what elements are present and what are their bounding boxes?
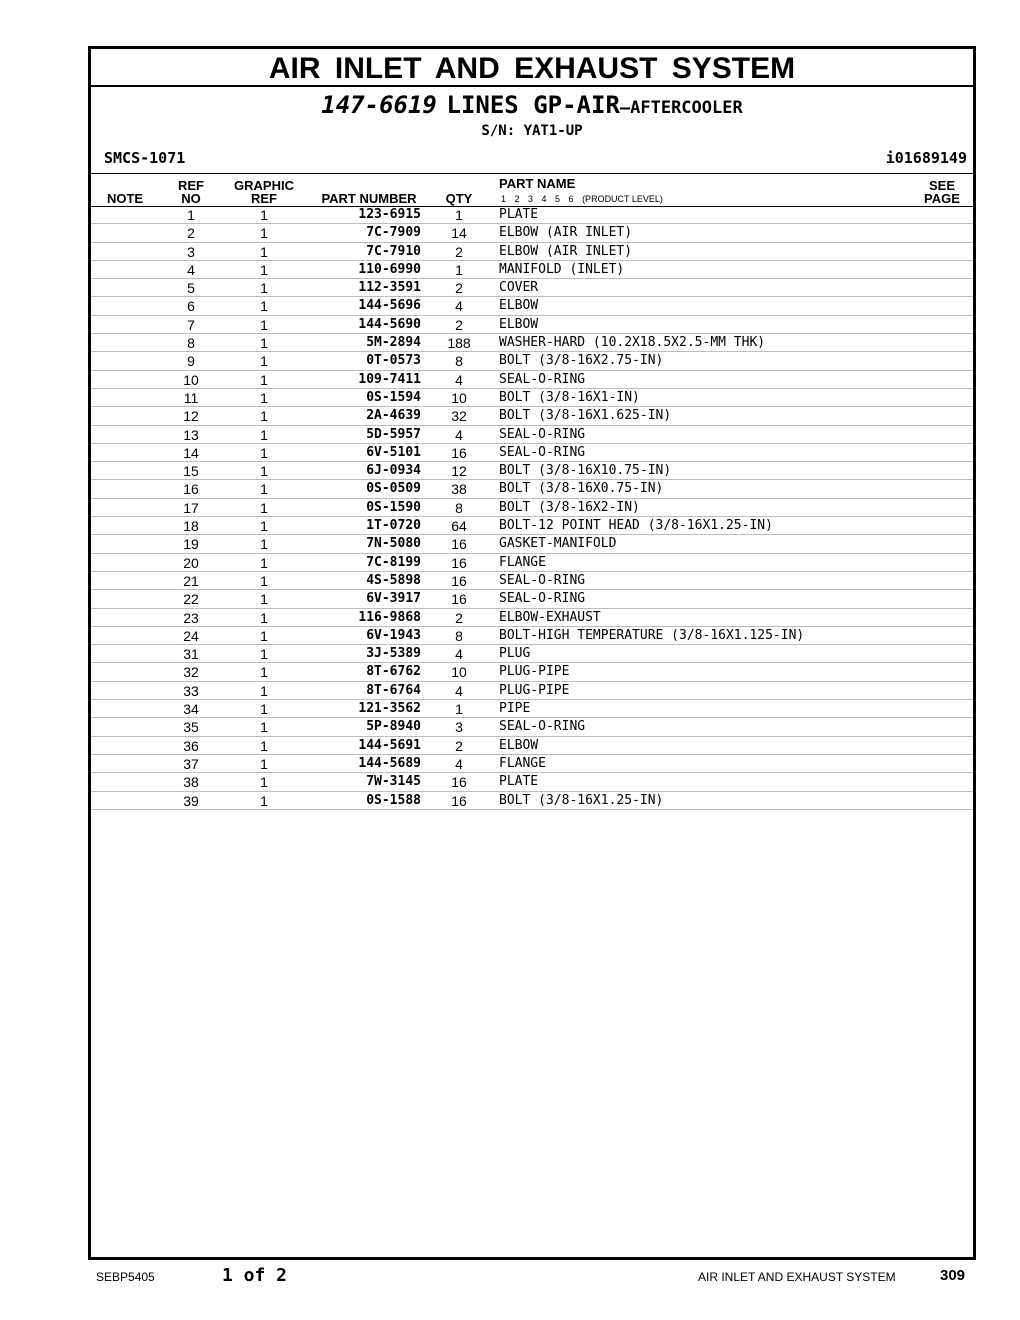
footer-page-number: 309 — [940, 1267, 966, 1284]
ref-no-cell: 15 — [183, 463, 199, 480]
graphic-ref-cell: 1 — [260, 499, 268, 516]
part-number-cell: 123-6915 — [358, 207, 421, 222]
part-name-cell: ELBOW (AIR INLET) — [499, 243, 633, 259]
ref-no-cell: 16 — [183, 481, 199, 498]
ref-no-cell: 17 — [183, 499, 199, 516]
ref-no-cell: 7 — [187, 316, 195, 333]
ref-no-cell: 24 — [183, 627, 199, 644]
qty-cell: 8 — [455, 353, 463, 370]
group-number: 147-6619 — [321, 91, 437, 119]
part-name-cell: FLANGE — [499, 755, 546, 771]
graphic-ref-cell: 1 — [260, 444, 268, 461]
qty-cell: 2 — [455, 316, 463, 333]
table-row — [91, 480, 973, 498]
table-row — [91, 334, 973, 352]
graphic-ref-cell: 1 — [260, 518, 268, 535]
footer-page-of: 1 of 2 — [222, 1265, 288, 1286]
table-row — [91, 499, 973, 517]
product-level-header — [501, 194, 663, 204]
part-name-cell: MANIFOLD (INLET) — [499, 261, 625, 277]
column-header-ref-no-line1: REF — [178, 178, 204, 193]
qty-cell: 38 — [451, 481, 467, 498]
part-number-cell: 6V-5101 — [366, 444, 421, 460]
part-name-cell: WASHER-HARD (10.2X18.5X2.5-MM THK) — [499, 335, 766, 351]
footer-section-title: AIR INLET AND EXHAUST SYSTEM — [698, 1270, 896, 1284]
ref-no-cell: 14 — [183, 444, 199, 461]
table-row — [91, 444, 973, 462]
qty-cell: 2 — [455, 609, 463, 626]
table-row — [91, 352, 973, 370]
column-header-graphic-line2: REF — [251, 191, 277, 206]
part-number-cell: 144-5690 — [358, 316, 421, 332]
table-row — [91, 645, 973, 663]
part-name-cell: GASKET-MANIFOLD — [499, 536, 617, 552]
part-number-cell: 7C-8199 — [366, 554, 421, 570]
column-header-see-line2: PAGE — [924, 191, 960, 206]
smcs-code: SMCS-1071 — [104, 149, 186, 167]
qty-cell: 1 — [455, 701, 463, 718]
table-row — [91, 407, 973, 425]
qty-cell: 4 — [455, 298, 463, 315]
ref-no-cell: 11 — [183, 389, 199, 406]
ref-no-cell: 31 — [183, 646, 199, 663]
part-name-cell: PLUG — [499, 646, 531, 662]
ref-no-cell: 4 — [187, 261, 195, 278]
table-row — [91, 426, 973, 444]
qty-cell: 2 — [455, 280, 463, 297]
graphic-ref-cell: 1 — [260, 316, 268, 333]
ref-no-cell: 21 — [183, 572, 199, 589]
qty-cell: 64 — [451, 518, 467, 535]
column-header-part-number: PART NUMBER — [321, 191, 417, 206]
qty-cell: 16 — [451, 792, 467, 809]
illustration-id: i01689149 — [885, 149, 967, 167]
qty-cell: 16 — [451, 572, 467, 589]
part-number-cell: 7N-5080 — [366, 536, 421, 552]
ref-no-cell: 39 — [183, 792, 199, 809]
ref-no-cell: 35 — [183, 719, 199, 736]
graphic-ref-cell: 1 — [260, 536, 268, 553]
qty-cell: 12 — [451, 463, 467, 480]
table-row — [91, 389, 973, 407]
part-name-cell: BOLT (3/8-16X0.75-IN) — [499, 481, 664, 497]
part-name-cell: SEAL-O-RING — [499, 719, 586, 735]
part-number-cell: 144-5696 — [358, 298, 421, 314]
qty-cell: 2 — [455, 243, 463, 260]
qty-cell: 16 — [451, 591, 467, 608]
part-number-cell: 1T-0720 — [366, 518, 421, 534]
table-row — [91, 297, 973, 315]
table-row — [91, 243, 973, 261]
graphic-ref-cell: 1 — [260, 737, 268, 754]
part-number-cell: 6V-1943 — [366, 627, 421, 643]
part-name-cell: ELBOW — [499, 316, 539, 332]
table-row — [91, 609, 973, 627]
graphic-ref-cell: 1 — [260, 408, 268, 425]
qty-cell: 16 — [451, 554, 467, 571]
graphic-ref-cell: 1 — [260, 481, 268, 498]
qty-cell: 8 — [455, 627, 463, 644]
part-name-cell: ELBOW-EXHAUST — [499, 609, 601, 625]
table-row — [91, 554, 973, 572]
ref-no-cell: 8 — [187, 335, 195, 352]
part-name-cell: BOLT (3/8-16X2.75-IN) — [499, 353, 664, 369]
qty-cell: 10 — [451, 664, 467, 681]
part-name-cell: SEAL-O-RING — [499, 426, 586, 442]
part-name-cell: ELBOW — [499, 298, 539, 314]
page-frame — [88, 46, 976, 1260]
part-number-cell: 144-5689 — [358, 755, 421, 771]
part-name-cell: BOLT-12 POINT HEAD (3/8-16X1.25-IN) — [499, 518, 773, 534]
ref-no-cell: 5 — [187, 280, 195, 297]
part-name-cell: SEAL-O-RING — [499, 572, 586, 588]
footer-doc-id: SEBP5405 — [96, 1270, 155, 1284]
ref-no-cell: 20 — [183, 554, 199, 571]
column-header-see-line1: SEE — [928, 178, 955, 193]
qty-cell: 16 — [451, 536, 467, 553]
part-number-cell: 144-5691 — [358, 737, 421, 753]
part-name-cell: BOLT (3/8-16X10.75-IN) — [499, 463, 672, 479]
part-number-cell: 7W-3145 — [366, 774, 421, 790]
graphic-ref-cell: 1 — [260, 591, 268, 608]
table-row — [91, 718, 973, 736]
graphic-ref-cell: 1 — [260, 627, 268, 644]
part-number-cell: 6J-0934 — [366, 463, 421, 479]
qty-cell: 2 — [455, 737, 463, 754]
ref-no-cell: 1 — [187, 207, 195, 223]
part-number-cell: 109-7411 — [358, 371, 421, 387]
part-name-cell: COVER — [499, 280, 539, 296]
graphic-ref-cell: 1 — [260, 572, 268, 589]
part-number-cell: 0S-1594 — [366, 389, 421, 405]
qty-cell: 10 — [451, 389, 467, 406]
part-number-cell: 2A-4639 — [366, 408, 421, 424]
ref-no-cell: 22 — [183, 591, 199, 608]
table-row — [91, 279, 973, 297]
ref-no-cell: 2 — [187, 225, 195, 242]
column-header-ref-no-line2: NO — [181, 191, 201, 206]
qty-cell: 1 — [455, 207, 463, 223]
group-heading — [91, 91, 973, 119]
graphic-ref-cell: 1 — [260, 646, 268, 663]
table-row — [91, 792, 973, 810]
ref-no-cell: 38 — [183, 774, 199, 791]
part-name-cell: PLUG-PIPE — [499, 664, 570, 680]
graphic-ref-cell: 1 — [260, 664, 268, 681]
table-row — [91, 755, 973, 773]
ref-no-cell: 3 — [187, 243, 195, 260]
column-header-note: NOTE — [106, 191, 144, 206]
table-row — [91, 682, 973, 700]
column-header-ref-no — [171, 179, 211, 205]
part-number-cell: 121-3562 — [358, 701, 421, 717]
column-header-graphic-line1: GRAPHIC — [234, 178, 294, 193]
part-number-cell: 116-9868 — [358, 609, 421, 625]
ref-no-cell: 33 — [183, 682, 199, 699]
graphic-ref-cell: 1 — [260, 225, 268, 242]
graphic-ref-cell: 1 — [260, 554, 268, 571]
graphic-ref-cell: 1 — [260, 261, 268, 278]
table-row — [91, 773, 973, 791]
part-name-cell: FLANGE — [499, 554, 546, 570]
table-row — [91, 224, 973, 242]
part-name-cell: PIPE — [499, 701, 531, 717]
ref-no-cell: 6 — [187, 298, 195, 315]
graphic-ref-cell: 1 — [260, 389, 268, 406]
graphic-ref-cell: 1 — [260, 353, 268, 370]
part-name-cell: PLUG-PIPE — [499, 682, 570, 698]
table-row — [91, 261, 973, 279]
ref-no-cell: 12 — [183, 408, 199, 425]
table-row — [91, 462, 973, 480]
graphic-ref-cell: 1 — [260, 371, 268, 388]
ref-no-cell: 10 — [183, 371, 199, 388]
column-header-qty: QTY — [445, 191, 473, 206]
ref-no-cell: 18 — [183, 518, 199, 535]
part-name-cell: BOLT (3/8-16X1.25-IN) — [499, 792, 664, 808]
parts-list — [91, 206, 973, 810]
part-number-cell: 6V-3917 — [366, 591, 421, 607]
table-row — [91, 316, 973, 334]
qty-cell: 4 — [455, 755, 463, 772]
table-row — [91, 371, 973, 389]
part-name-cell: BOLT (3/8-16X2-IN) — [499, 499, 640, 515]
serial-number: S/N: YAT1-UP — [481, 123, 583, 139]
table-row — [91, 206, 973, 224]
section-title: AIR INLET AND EXHAUST SYSTEM — [91, 49, 973, 87]
part-number-cell: 0T-0573 — [366, 353, 421, 369]
graphic-ref-cell: 1 — [260, 774, 268, 791]
ref-no-cell: 13 — [183, 426, 199, 443]
table-row — [91, 663, 973, 681]
graphic-ref-cell: 1 — [260, 280, 268, 297]
part-number-cell: 0S-1590 — [366, 499, 421, 515]
ref-no-cell: 9 — [187, 353, 195, 370]
part-number-cell: 7C-7910 — [366, 243, 421, 259]
part-number-cell: 7C-7909 — [366, 225, 421, 241]
ref-no-cell: 32 — [183, 664, 199, 681]
qty-cell: 188 — [447, 335, 471, 352]
graphic-ref-cell: 1 — [260, 792, 268, 809]
table-row — [91, 700, 973, 718]
header-top-rule — [91, 173, 973, 174]
part-name-cell: BOLT (3/8-16X1.625-IN) — [499, 408, 672, 424]
product-level-numbers: 1 2 3 4 5 6 — [501, 194, 574, 204]
ref-no-cell: 23 — [183, 609, 199, 626]
group-suffix: —AFTERCOOLER — [619, 98, 743, 118]
ref-no-cell: 37 — [183, 755, 199, 772]
part-name-cell: BOLT (3/8-16X1-IN) — [499, 389, 640, 405]
ref-no-cell: 34 — [183, 701, 199, 718]
group-name: LINES GP-AIR — [446, 91, 620, 119]
qty-cell: 1 — [455, 261, 463, 278]
graphic-ref-cell: 1 — [260, 207, 268, 223]
graphic-ref-cell: 1 — [260, 463, 268, 480]
graphic-ref-cell: 1 — [260, 701, 268, 718]
graphic-ref-cell: 1 — [260, 426, 268, 443]
column-header-part-name: PART NAME — [499, 176, 576, 191]
column-header-see-page — [917, 179, 967, 205]
ref-no-cell: 36 — [183, 737, 199, 754]
part-number-cell: 3J-5389 — [366, 646, 421, 662]
table-row — [91, 572, 973, 590]
part-name-cell: BOLT-HIGH TEMPERATURE (3/8-16X1.125-IN) — [499, 627, 805, 643]
table-row — [91, 535, 973, 553]
part-name-cell: SEAL-O-RING — [499, 591, 586, 607]
qty-cell: 3 — [455, 719, 463, 736]
qty-cell: 32 — [451, 408, 467, 425]
ref-no-cell: 19 — [183, 536, 199, 553]
part-name-cell: ELBOW (AIR INLET) — [499, 225, 633, 241]
qty-cell: 16 — [451, 444, 467, 461]
table-row — [91, 627, 973, 645]
qty-cell: 4 — [455, 646, 463, 663]
graphic-ref-cell: 1 — [260, 298, 268, 315]
part-number-cell: 0S-0509 — [366, 481, 421, 497]
part-name-cell: ELBOW — [499, 737, 539, 753]
qty-cell: 14 — [451, 225, 467, 242]
column-header-graphic-ref — [231, 179, 297, 205]
graphic-ref-cell: 1 — [260, 755, 268, 772]
part-name-cell: PLATE — [499, 774, 539, 790]
graphic-ref-cell: 1 — [260, 243, 268, 260]
part-number-cell: 4S-5898 — [366, 572, 421, 588]
part-name-cell: SEAL-O-RING — [499, 371, 586, 387]
part-name-cell: SEAL-O-RING — [499, 444, 586, 460]
table-row — [91, 737, 973, 755]
qty-cell: 4 — [455, 371, 463, 388]
qty-cell: 4 — [455, 682, 463, 699]
part-number-cell: 0S-1588 — [366, 792, 421, 808]
part-number-cell: 110-6990 — [358, 261, 421, 277]
part-name-cell: PLATE — [499, 207, 539, 222]
graphic-ref-cell: 1 — [260, 609, 268, 626]
qty-cell: 16 — [451, 774, 467, 791]
part-number-cell: 5D-5957 — [366, 426, 421, 442]
qty-cell: 4 — [455, 426, 463, 443]
graphic-ref-cell: 1 — [260, 719, 268, 736]
product-level-note: (PRODUCT LEVEL) — [582, 194, 663, 204]
table-row — [91, 590, 973, 608]
table-row — [91, 517, 973, 535]
graphic-ref-cell: 1 — [260, 682, 268, 699]
part-number-cell: 5P-8940 — [366, 719, 421, 735]
part-number-cell: 112-3591 — [358, 280, 421, 296]
qty-cell: 8 — [455, 499, 463, 516]
part-number-cell: 5M-2894 — [366, 335, 421, 351]
part-number-cell: 8T-6762 — [366, 664, 421, 680]
part-number-cell: 8T-6764 — [366, 682, 421, 698]
graphic-ref-cell: 1 — [260, 335, 268, 352]
